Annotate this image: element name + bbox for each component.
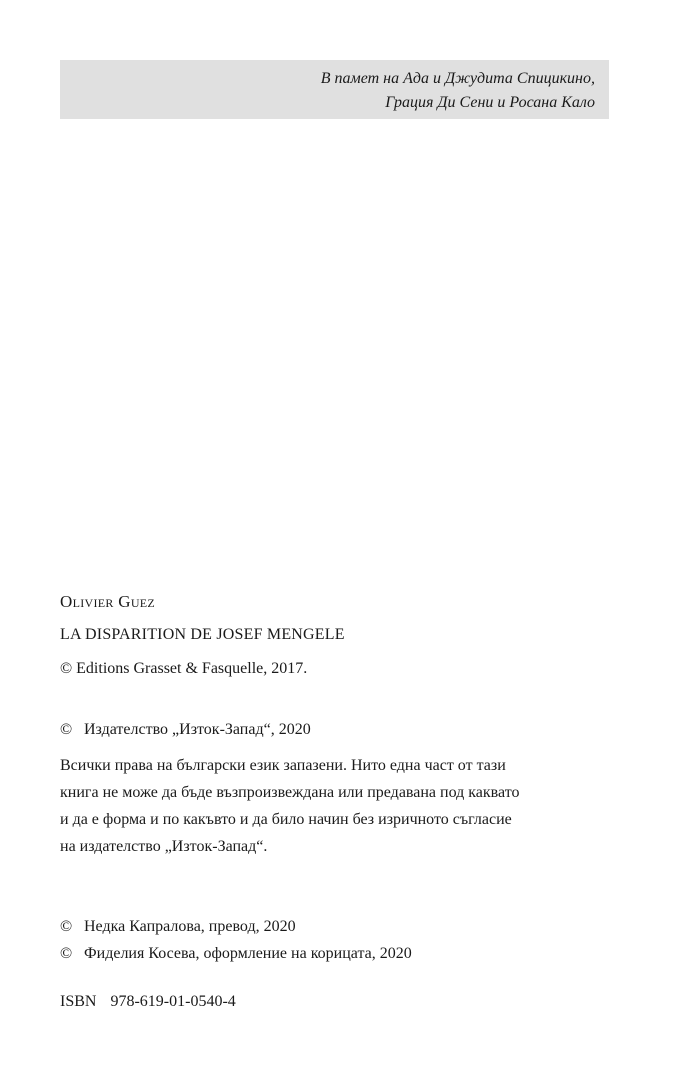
translation-credit-text: Недка Капралова, превод, 2020 bbox=[84, 918, 296, 935]
cover-design-credit bbox=[60, 945, 412, 963]
original-copyright: © Editions Grasset & Fasquelle, 2017. bbox=[60, 660, 308, 677]
rights-line: Всички права на български език запазени. Нито една част от тази bbox=[60, 757, 506, 774]
original-title: LA DISPARITION DE JOSEF MENGELE bbox=[60, 626, 345, 643]
copyright-symbol: © bbox=[60, 945, 73, 962]
isbn bbox=[60, 993, 236, 1011]
cover-design-credit-text: Фиделия Косева, оформление на корицата, 2020 bbox=[84, 945, 412, 962]
rights-line: на издателство „Изток-Запад“. bbox=[60, 838, 268, 855]
original-author: Olivier Guez bbox=[60, 592, 156, 611]
dedication-line-2: Грация Ди Сени и Росана Кало bbox=[385, 94, 595, 111]
rights-line: книга не може да бъде възпроизвеждана или предавана под каквато bbox=[60, 784, 520, 801]
copyright-symbol: © bbox=[60, 918, 73, 935]
dedication-line-1: В памет на Ада и Джудита Спицикино, bbox=[320, 70, 595, 87]
translation-credit bbox=[60, 918, 296, 936]
publisher-copyright bbox=[60, 721, 311, 739]
rights-line: и да е форма и по какъвто и да било начин без изричното съгласие bbox=[60, 811, 512, 828]
publisher-copyright-text: Издателство „Изток-Запад“, 2020 bbox=[84, 721, 311, 738]
dedication-box bbox=[60, 60, 609, 119]
isbn-label: ISBN bbox=[60, 993, 97, 1010]
isbn-number: 978-619-01-0540-4 bbox=[110, 993, 236, 1010]
copyright-symbol: © bbox=[60, 721, 73, 738]
